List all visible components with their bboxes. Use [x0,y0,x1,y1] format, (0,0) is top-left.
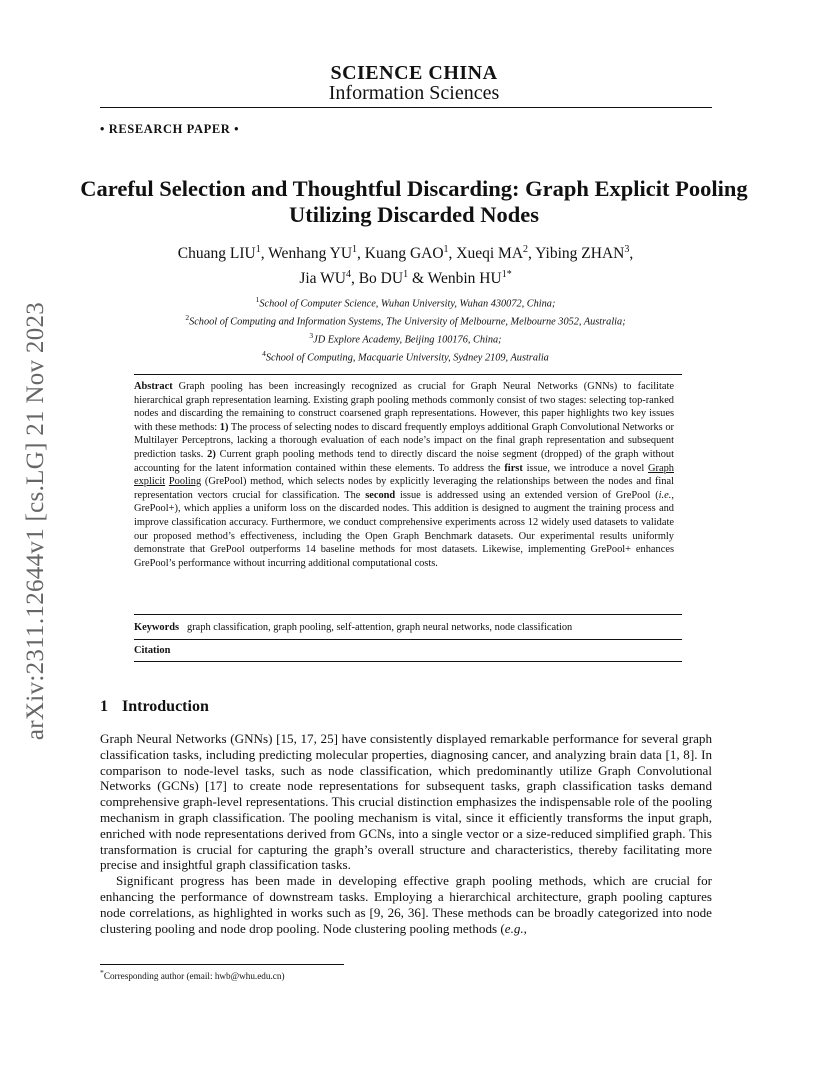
affiliation-line: $^2$School of Computing and Information Systems, The University of Melbourne, Melbourne 3052, Australia; [185,312,626,328]
author-affiliation-mark: 1 [403,269,409,281]
arxiv-sidebar-stamp [22,276,50,766]
section-heading [100,698,209,716]
keywords [134,622,674,633]
abstract-top-rule [134,374,682,375]
footnote: *Corresponding author (email: hwb@whu.edu.cn) [100,968,285,982]
author-name: Kuang GAO [364,245,444,263]
author-list [100,239,711,289]
author-name: Xueqi MA [456,245,524,263]
header-rule [100,107,712,108]
author-affiliation-mark: 2 [523,244,529,255]
author-affiliation-mark: 1* [501,269,512,281]
affiliation-line: $^1$School of Computer Science, Wuhan University, Wuhan 430072, China; [255,295,556,310]
paragraph: Graph Neural Networks (GNNs) [15, 17, 25] have consistently displayed remarkable performance for several graph classification tasks, including predicting molecular properties, diagnosing cancer, and analyzing brain data [1, 8]. In comparison to node-level tasks, such as node classification, which predominantly utilize Graph Convolutional Networks (GCNs) [17] to create node representations for subsequent tasks, graph classification tasks demand comprehensive graph-level representations. This crucial distinction emphasizes the indispensable role of the pooling mechanism in graph classification. The pooling mechanism is vital, since it efficiently transforms the input graph, enriched with node representations derived from GCNs, into a single vector or a size-reduced simplified graph. This transformation is crucial for capturing the graph’s overall structure and characteristics, thereby facilitating more precise and insightful graph classification tasks. [100,731,712,873]
citation-bottom-rule [134,661,682,662]
section-number: 1 [100,698,108,715]
author-name: Chuang LIU [177,245,256,263]
author-affiliation-mark: 4 [345,269,351,281]
author-name: Wenhang YU [268,245,353,263]
journal-name: SCIENCE CHINA [330,62,498,84]
author-name: Yibing ZHAN [535,245,625,263]
author-affiliation-mark: 3 [624,244,630,255]
citation-label: Citation [134,645,171,656]
arxiv-identifier: arXiv:2311.12644v1 [cs.LG] 21 Nov 2023 [22,301,49,741]
section-type-label: • RESEARCH PAPER • [100,122,240,136]
paragraph: Significant progress has been made in developing effective graph pooling methods, which are crucial for enhancing the performance of downstream tasks. Employing a hierarchical architecture, graph pooling captures node correlations, as highlighted in works such as [9, 26, 36]. These methods can be broadly categorized into node clustering pooling and node drop pooling. Node clustering pooling methods (e.g., [100,873,712,936]
section-title: Introduction [122,698,209,715]
keywords-bottom-rule [134,639,682,640]
author-line: Jia $WU^4$, Bo $DU^1$ & Wenbin $HU^{1*}$ [299,269,512,288]
author-affiliation-mark: 1 [443,244,449,255]
keywords-text: graph classification, graph pooling, self-attention, graph neural networks, node classification [187,622,573,633]
journal-subtitle: Information Sciences [328,82,500,104]
abstract: Abstract Graph pooling has been increasingly recognized as crucial for Graph Neural Networks (GNNs) to facilitate hierarchical graph representation learning. Existing graph pooling methods commonly consist of two stages: selecting top-ranked nodes and discarding the remaining to construct coarsened graph representations. However, this paper highlights two key issues with these methods: 1) The process of selecting nodes to discard frequently employs additional Graph Convolutional Networks or Multilayer Perceptrons, lacking a thorough evaluation of each node’s impact on the final graph representation and subsequent prediction tasks. 2) Current graph pooling methods tend to directly discard the noise segment (dropped) of the graph without accounting for the latent information contained within these elements. To address the first issue, we introduce a novel Graph explicit Pooling (GrePool) method, which selects nodes by explicitly leveraging the relationships between the nodes and final representation vectors crucial for classification. The second issue is addressed using an extended version of GrePool (i.e., GrePool+), which applies a uniform loss on the discarded nodes. This addition is designed to augment the training process and improve classification accuracy. Furthermore, we conduct comprehensive experiments across 12 widely used datasets to validate our proposed method’s effectiveness, including the Open Graph Benchmark datasets. Our experimental results uniformly demonstrate that GrePool outperforms 14 baseline methods for most datasets. Likewise, implementing GrePool+ enhances GrePool’s performance without incurring additional computational costs. [134,381,674,569]
footnote-rule [100,964,344,965]
author-name: Jia WU [299,270,346,288]
keywords-label: Keywords [134,622,180,633]
author-line: Chuang LIU$^1$, Wenhang $YU^1$, Kuang GAO$^1$, Xueqi $MA^2$, Yibing ZHAN$^3$, [177,244,634,263]
keywords-top-rule [134,614,682,615]
author-affiliation-mark: 1 [352,244,358,255]
paper-title: Careful Selection and Thoughtful Discarding: Graph Explicit Pooling Utilizing Discarded Nodes [80,176,748,227]
abstract-label: Abstract [134,381,173,392]
affiliation-line: $^4$School of Computing, Macquarie University, Sydney 2109, Australia [262,348,549,364]
author-name: Bo DU [358,270,404,288]
author-affiliation-mark: 1 [255,244,261,255]
author-name: Wenbin HU [427,270,502,288]
affiliation-line: $^3$JD Explore Academy, Beijing 100176, China; [309,330,502,346]
body-text [100,731,712,936]
affiliation-list [100,293,711,365]
